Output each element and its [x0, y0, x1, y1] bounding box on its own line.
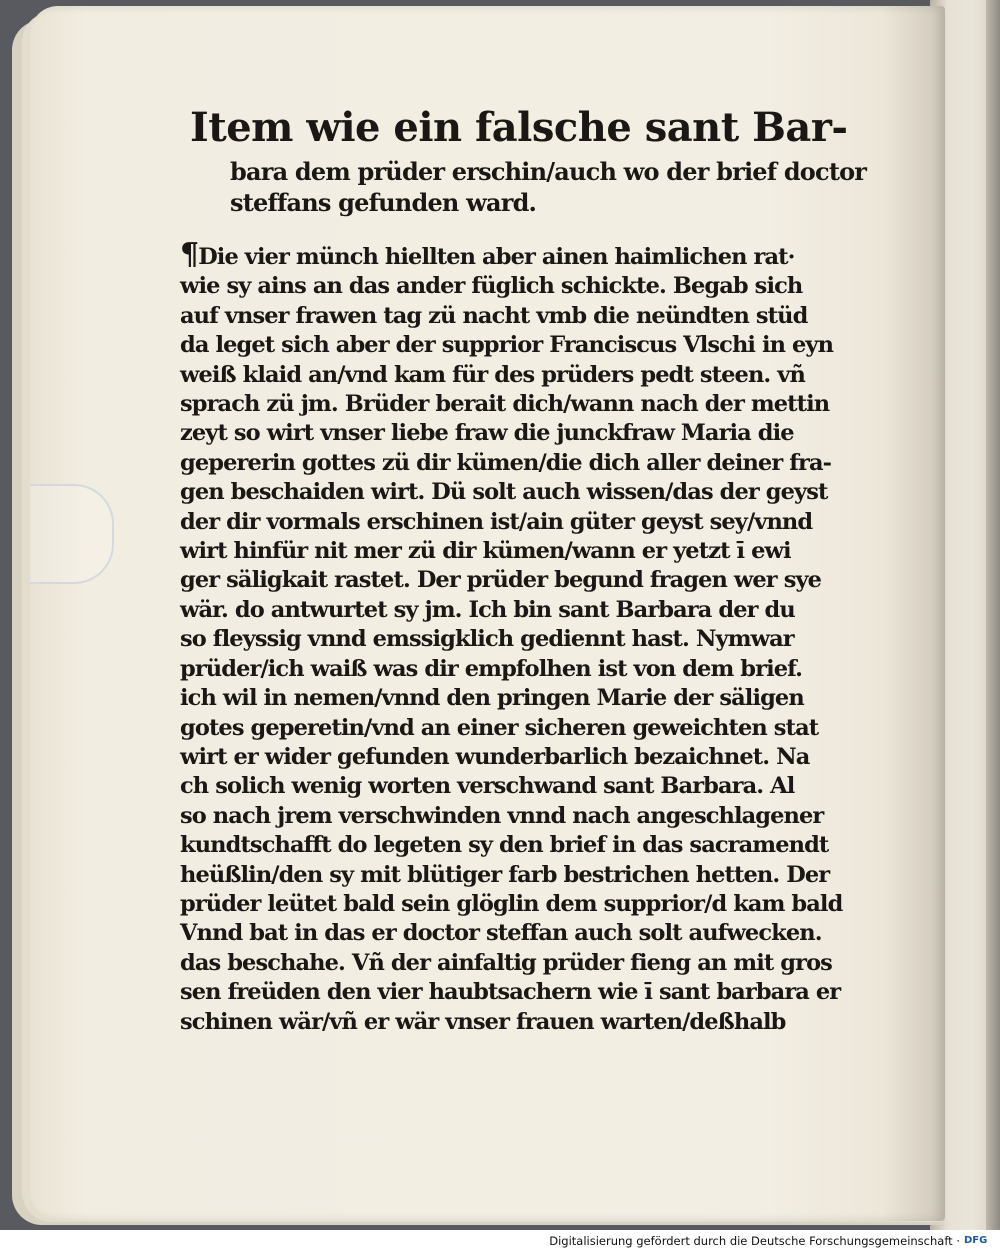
- body-line: prüder/ich waiß was dir empfolhen ist von dem brief.: [180, 655, 803, 682]
- body-line: wie sy ains an das ander füglich schickte. Begab sich: [180, 273, 803, 300]
- attribution-footer: [0, 1230, 1000, 1253]
- body-line: so fleyssig vnnd emssigklich gediennt hast. Nymwar: [180, 626, 794, 653]
- body-line: sen freüden den vier haubtsachern wie ī sant barbara er: [180, 979, 841, 1006]
- body-line: ger säligkait rastet. Der prüder begund fragen wer sye: [180, 567, 822, 594]
- page-text: [180, 100, 880, 1037]
- pilcrow-mark: ¶: [180, 237, 199, 272]
- dfg-logo: DFG: [964, 1235, 988, 1246]
- body-line: ch solich wenig worten verschwand sant Barbara. Al: [180, 773, 795, 800]
- body-line: schinen wär/vñ er wär vnser frauen warten/deßhalb: [180, 1008, 786, 1035]
- page-holder-clip: [30, 484, 114, 584]
- heading-line-2: bara dem prüder erschin/auch wo der brief doctor: [230, 157, 867, 186]
- body-line: wirt er wider gefunden wunderbarlich bezaichnet. Na: [180, 743, 810, 770]
- body-line: Vnnd bat in das er doctor steffan auch solt aufwecken.: [180, 920, 822, 947]
- body-line: auf vnser frawen tag zü nacht vmb die neündten stüd: [180, 302, 808, 329]
- body-line: ich wil in nemen/vnnd den pringen Marie der säligen: [180, 685, 804, 712]
- body-line: das beschahe. Vñ der ainfaltig prüder fieng an mit gros: [180, 949, 832, 976]
- book-spine-shadow: [986, 0, 1000, 1230]
- body-line: gepererin gottes zü dir kümen/die dich aller deiner fra-: [180, 449, 832, 476]
- body-line: sprach zü jm. Brüder berait dich/wann nach der mettin: [180, 391, 830, 418]
- body-line: heüßlin/den sy mit blütiger farb bestrichen hetten. Der: [180, 861, 830, 888]
- body-line: wär. do antwurtet sy jm. Ich bin sant Barbara der du: [180, 596, 795, 623]
- body-line: kundtschafft do legeten sy den brief in das sacramendt: [180, 832, 829, 859]
- body-paragraph: [180, 237, 880, 1037]
- body-line: wirt hinfür nit mer zü dir kümen/wann er yetzt ī ewi: [180, 538, 791, 565]
- body-line-text: Die vier münch hiellten aber ainen haimlichen rat·: [198, 244, 795, 270]
- body-line: gen beschaiden wirt. Dü solt auch wissen/das der geyst: [180, 479, 828, 506]
- body-line: weiß klaid an/vnd kam für des prüders pedt steen. vñ: [180, 361, 805, 388]
- body-line: so nach jrem verschwinden vnnd nach angeschlagener: [180, 802, 824, 829]
- heading-line-1: Item wie ein falsche sant Bar-: [190, 104, 848, 151]
- body-line: da leget sich aber der supprior Franciscus Vlschi in eyn: [180, 332, 834, 359]
- heading-line-3: steffans gefunden ward.: [230, 188, 537, 217]
- funding-notice: Digitalisierung gefördert durch die Deutsche Forschungsgemeinschaft ·: [549, 1234, 960, 1248]
- body-line: zeyt so wirt vnser liebe fraw die junckfraw Maria die: [180, 420, 794, 447]
- chapter-heading: [180, 100, 880, 218]
- body-line: der dir vormals erschinen ist/ain güter geyst sey/vnnd: [180, 508, 813, 535]
- body-line: gotes geperetin/vnd an einer sicheren geweichten stat: [180, 714, 819, 741]
- body-line: prüder leütet bald sein glöglin dem supprior/d kam bald: [180, 890, 843, 917]
- body-line: [180, 237, 880, 272]
